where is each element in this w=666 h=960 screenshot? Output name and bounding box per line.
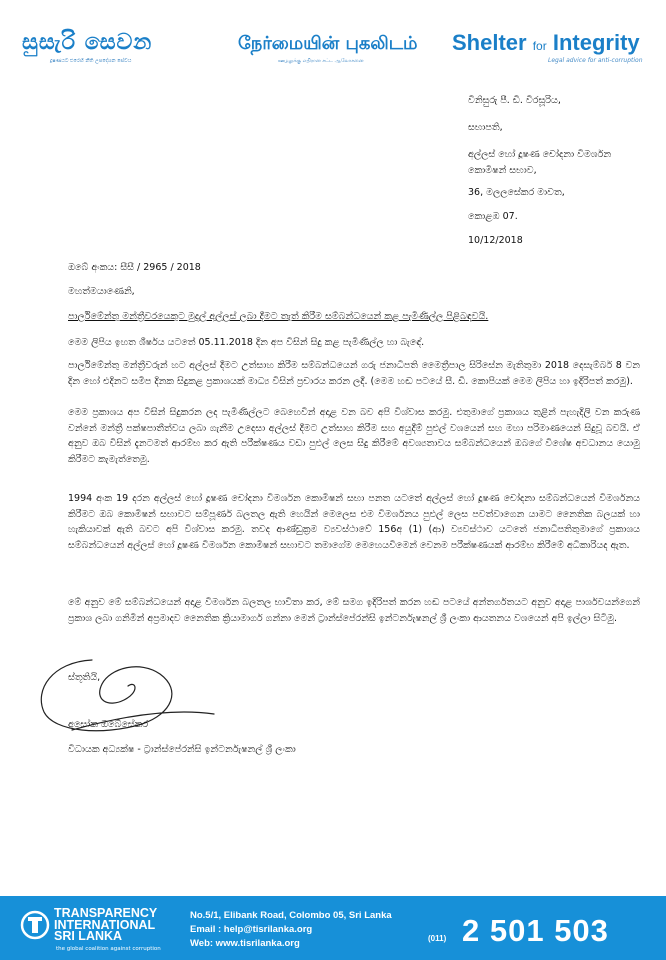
footer-address: No.5/1, Elibank Road, Colombo 05, Sri Lanka [190, 910, 392, 921]
organisation-name-line-2: INTERNATIONAL [54, 917, 156, 932]
organisation-tagline: the global coalition against corruption [56, 946, 161, 952]
transparency-international-logo-icon [20, 910, 50, 940]
sinhala-logo-tagline: දූෂණයට එරෙහි නීති උපදේශන සේවය [50, 58, 132, 64]
closing: ස්තූතියි, [68, 672, 101, 683]
english-logo-word-2: for [532, 39, 547, 53]
body-paragraph-1: මෙම ලිපිය ඉහත ශීර්ෂය යටතේ 05.11.2018 දින අප විසින් සිදු කළ පැමිණිල්ල හා බැඳේ. [68, 337, 425, 348]
english-logo-word-3: Integrity [552, 30, 640, 55]
tamil-logo-tagline: ஊழலுக்கு எதிரான சட்ட ஆலோசனை [278, 58, 364, 64]
organisation-name-line-1: TRANSPARENCY [54, 906, 158, 920]
sinhala-logo: සුසැරි සෙවන [22, 30, 153, 55]
english-logo-word-1: Shelter [452, 30, 527, 55]
body-paragraph-2: පාර්ලිමේන්තු මන්ත්‍රීවරුන් හට අල්ලස් දීමට උත්සාහ කිරීම සම්බන්ධයෙන් ගරු ජනාධිපති මෛත්‍රීපාල සිරිසේන මැතිතුමා 2018 දෙසැම්බර් 8 වන දින හෝ එදිනට සමීප දිනක සිදුකළ ප්‍රකාශයක් මාධ්‍ය විසින් ප්‍රචාරය කරන ලදී. (මෙම හඬ පටයේ සී. ඩී. කොපියක් මෙම ලිපිය හා ඉදිරිපත් කරමු). [68, 360, 640, 387]
english-logo [452, 30, 640, 56]
english-logo-tagline: Legal advice for anti-corruption [548, 57, 643, 64]
handwritten-signature [32, 650, 217, 745]
subject-line: පාර්ලිමේන්තු මන්ත්‍රීවරයෙකුට මුදල් අල්ලස් ලබා දීමට තැත් කිරීම සම්බන්ධයෙන් කළ පැමිණිල්ල පිළිබඳවයි. [68, 311, 489, 322]
tamil-logo: நேர்மையின் புகலிடம் [238, 33, 418, 54]
footer-bar [0, 896, 666, 960]
recipient-line: සභාපති, [468, 122, 503, 133]
signatory-name: අසෝක ඔබේසේකර [68, 719, 149, 730]
letterhead [0, 0, 666, 75]
footer-email[interactable]: Email : help@tisrilanka.org [190, 924, 313, 935]
body-paragraph-3: මෙම ප්‍රකාශය අප විසින් සිදුකරන ලද පැමිණිල්ලට බෙහෙවින් අදාළ වන බව අපි විශ්වාස කරමු. එතුමාගේ ප්‍රකාශය තුළින් පැහැදිලි වන කරුණ වන්නේ මන්ත්‍රී පක්ෂපාතීත්වය ලබා ගැනීම උදෙසා අල්ලස් දීමට උත්සාහ කිරීම සහ අයුදීම් පුළුල් වශයෙන් සහ මහා පරිමාණයෙන් සිදුවූ බවයි. ඒ අනුව ඔබ විසින් දැනටමත් ආරම්භ කර ඇති පරීක්ෂණය වඩා පුළුල් ලෙස සිදු කිරීමේ අවශ්‍යතාවය සම්බන්ධයෙන් ඔබගේ විශේෂ අවධානය යොමු කිරීමට කැමැත්තෙමු. [68, 407, 640, 465]
footer-website[interactable]: Web: www.tisrilanka.org [190, 938, 300, 949]
recipient-line: විනිසුරු පී. ඩී. වීරසූරිය, [468, 95, 561, 106]
letter-date: 10/12/2018 [468, 235, 523, 246]
body-paragraph-4: 1994 අංක 19 දරන අල්ලස් හෝ දූෂණ චෝදනා විමර්ශන කොමිෂන් සභා පනත යටතේ අල්ලස් හෝ දූෂණ චෝදනා සම්බන්ධයෙන් විමර්ශනය කිරීමට ඔබ කොමිෂන් සභාවට සම්පූර්ණ බලතල ඇති හෙයින් මෙලෙස එම විමර්ශනය පුළුල් ලෙස පවත්වාගෙන යාමට නෛතික බලයක් හා හැකියාවක් ඇති බවට අපි විශ්වාස කරමු. තවද ආණ්ඩුක්‍රම ව්‍යවස්ථාවේ 156අ (1) (ආ) ව්‍යවස්ථාව යටතේ ජනාධිපතිතුමාගේ ප්‍රකාශය සම්බන්ධයෙන් අල්ලස් හෝ දූෂණ විමර්ශන කොමිෂන් සභාවට තමාගේම මෙහෙයවීමෙන් වෙනම පරීක්ෂණයක් ආරම්භ කිරීමේ අධිකාරියද ඇත. [68, 493, 640, 551]
signatory-title: විධායක අධ්‍යක්ෂ - ට්‍රාන්ස්පේරන්සි ඉන්ටර්නැෂනල් ශ්‍රී ලංකා [68, 744, 296, 755]
phone-number: 2 501 503 [462, 913, 609, 948]
recipient-line: අල්ලස් හෝ දූෂණ චෝදනා විමර්ශන [468, 149, 612, 160]
salutation: මහත්මයාණෙනි, [68, 286, 135, 297]
recipient-line: 36, මලලසේකර මාවත, [468, 187, 565, 198]
organisation-name [54, 908, 157, 943]
recipient-line: කොමිෂන් සභාව, [468, 165, 537, 176]
recipient-line: කොළඹ 07. [468, 211, 518, 222]
organisation-name-line-3: SRI LANKA [54, 929, 123, 943]
reference-number: ඔබේ අංකය: සීසී / 2965 / 2018 [68, 262, 201, 273]
body-paragraph-5: මේ අනුව මේ සම්බන්ධයෙන් අදාළ විමර්ශන බලතල භාවිතා කර, මේ සමග ඉදිරිපත් කරන හඬ පටයේ අන්තර්ගතයට අනුව අදාළ පාර්ශවයන්ගෙන් ප්‍රකාශ ලබා ගනිමින් අප්‍රමාදව නෛතික ක්‍රියාමාර්ග ගන්නා මෙන් ට්‍රාන්ස්පේරන්සි ඉන්ටර්නැෂනල් ශ්‍රී ලංකා ආයතනය වශයෙන් අපි ඉල්ලා සිටිමු. [68, 597, 640, 624]
phone-area-code: (011) [428, 934, 447, 943]
